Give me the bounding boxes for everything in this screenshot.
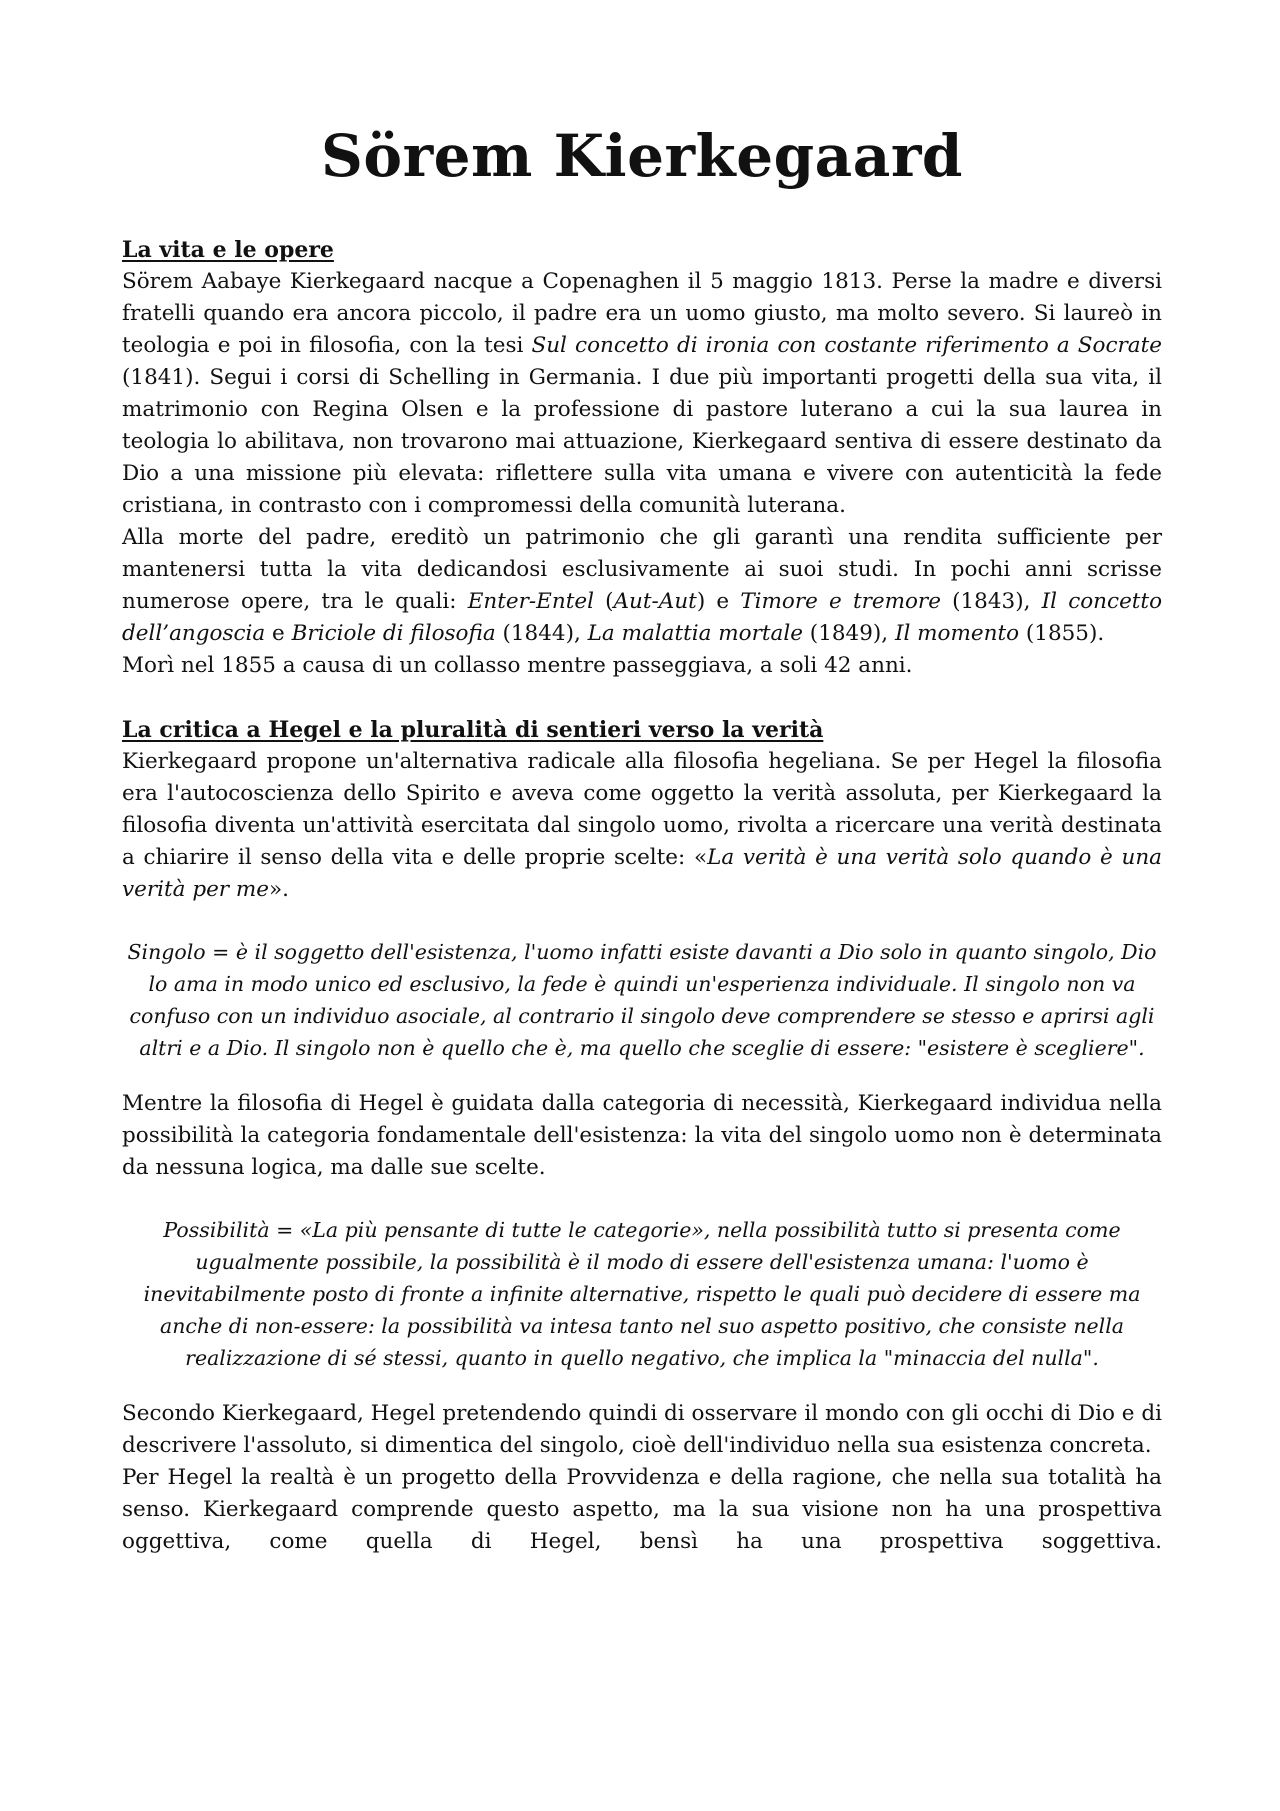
page-title: Sörem Kierkegaard [321, 122, 963, 190]
text-run: e [265, 621, 292, 646]
section-heading-life: La vita e le opere [122, 237, 334, 263]
section-heading-hegel: La critica a Hegel e la pluralità di sentieri verso la verità [122, 717, 824, 743]
text-run: ». [269, 877, 290, 902]
work-title: Il concetto dell’angoscia [122, 589, 1163, 646]
spacer [122, 1374, 1162, 1398]
quote: La verità è una verità solo quando è una verità per me [122, 845, 1162, 902]
text-run: Alla morte del padre, ereditò un patrimonio che gli garantì una rendita sufficiente per mantenersi tutta la vita dedicandosi esclusivamente ai suoi studi. In pochi anni scrisse numerose opere, tra le quali: [122, 525, 1162, 614]
spacer [122, 1064, 1162, 1088]
definition-singolo: Singolo = è il soggetto dell'esistenza, l'uomo infatti esiste davanti a Dio solo in quanto singolo, Dio lo ama in modo unico ed esclusivo, la fede è quindi un'esperienza individuale. Il singolo non va confuso con un individuo asociale, al contrario il singolo deve comprendere se stesso e aprirsi agli altri e a Dio. Il singolo non è quello che è, ma quello che sceglie di essere: "esistere è scegliere". [127, 940, 1157, 1060]
work-title: La malattia mortale [587, 621, 803, 646]
work-title: Enter-Entel [467, 589, 594, 614]
text-run: ) e [696, 589, 741, 614]
paragraph-works [122, 522, 1162, 650]
paragraph-possibility: Mentre la filosofia di Hegel è guidata dalla categoria di necessità, Kierkegaard individua nella possibilità la categoria fondamentale dell'esistenza: la vita del singolo uomo non è determinata da nessuna logica, ma dalle sue scelte. [122, 1091, 1162, 1180]
definition-possibilita: Possibilità = «La più pensante di tutte le categorie», nella possibilità tutto si presenta come ugualmente possibile, la possibilità è il modo di essere dell'esistenza umana: l'uomo è inevitabilmente posto di fronte a infinite alternative, rispetto le quali può decidere di essere ma anche di non-essere: la possibilità va intesa tanto nel suo aspetto positivo, che consiste nella realizzazione di sé stessi, quanto in quello negativo, che implica la "minaccia del nulla". [143, 1218, 1141, 1370]
spacer [122, 906, 1162, 928]
text-run: Sörem Aabaye Kierkegaard nacque a Copenaghen il 5 maggio 1813. Perse la madre e diversi fratelli quando era ancora piccolo, il padre era un uomo giusto, ma molto severo. Si laureò in teologia e poi in filosofia, con la tesi [122, 269, 1162, 358]
work-title: Briciole di filosofia [291, 621, 496, 646]
text-run: (1849), [802, 621, 895, 646]
text-run: ( [593, 589, 614, 614]
paragraph-alternative [122, 746, 1162, 906]
paragraph-death: Morì nel 1855 a causa di un collasso mentre passeggiava, a soli 42 anni. [122, 653, 913, 678]
document-page [122, 118, 1162, 1558]
spacer [122, 682, 1162, 714]
text-run: (1855). [1019, 621, 1105, 646]
text-run: (1843), [940, 589, 1042, 614]
text-run: (1841). Segui i corsi di Schelling in Germania. I due più importanti progetti della sua vita, il matrimonio con Regina Olsen e la professione di pastore luterano a cui la sua laurea in teologia lo abilitava, non trovarono mai attuazione, Kierkegaard sentiva di essere destinato da Dio a una missione più elevata: riflettere sulla vita umana e vivere con autenticità la fede cristiana, in contrasto con i compromessi della comunità luterana. [122, 365, 1162, 518]
paragraph-hegel-critique: Secondo Kierkegaard, Hegel pretendendo quindi di osservare il mondo con gli occhi di Dio e di descrivere l'assoluto, si dimentica del singolo, cioè dell'individuo nella sua esistenza concreta. [122, 1401, 1162, 1458]
thesis-title: Sul concetto di ironia con costante riferimento a Socrate [531, 333, 1162, 358]
work-title: Aut-Aut [613, 589, 697, 614]
spacer [122, 1184, 1162, 1206]
paragraph-perspective: Per Hegel la realtà è un progetto della Provvidenza e della ragione, che nella sua totalità ha senso. Kierkegaard comprende questo aspetto, ma la sua visione non ha una prospettiva oggettiva, come quella di Hegel, bensì ha una prospettiva soggettiva. [122, 1465, 1162, 1554]
work-title: Il momento [894, 621, 1020, 646]
text-run: Kierkegaard propone un'alternativa radicale alla filosofia hegeliana. Se per Hegel la filosofia era l'autocoscienza dello Spirito e aveva come oggetto la verità assoluta, per Kierkegaard la filosofia diventa un'attività esercitata dal singolo uomo, rivolta a ricercare una verità destinata a chiarire il senso della vita e delle proprie scelte: « [122, 749, 1162, 870]
work-title: Timore e tremore [740, 589, 941, 614]
text-run: (1844), [495, 621, 588, 646]
paragraph-biography [122, 266, 1162, 522]
